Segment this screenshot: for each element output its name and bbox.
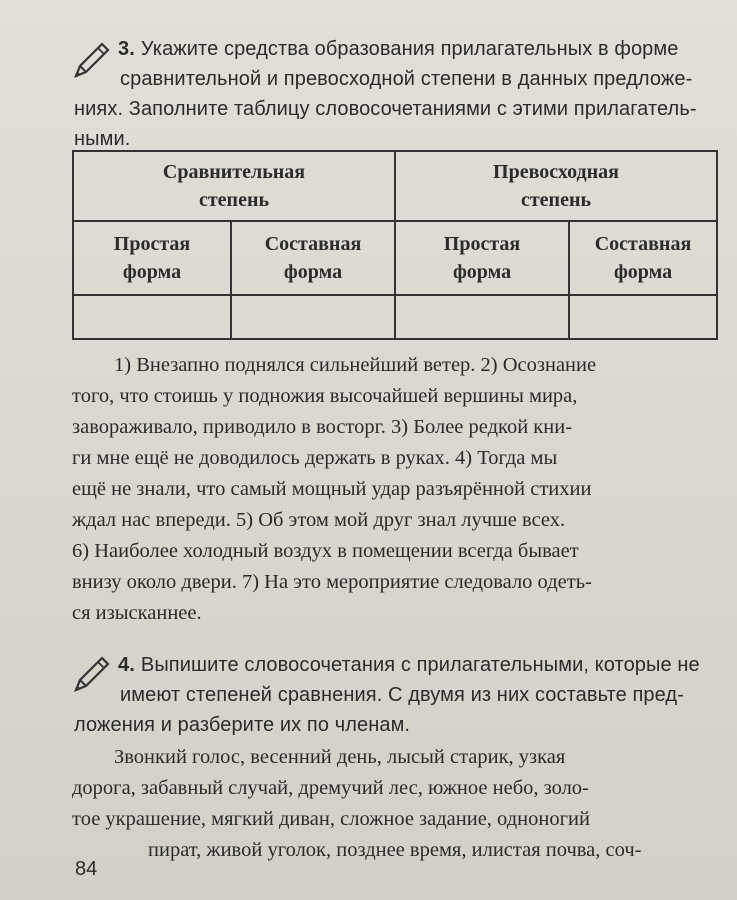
sentence-line: ся изысканнее.: [72, 602, 202, 624]
sentence-line: 1) Внезапно поднялся сильнейший ветер. 2) Осознание: [114, 354, 597, 376]
sentence-line: того, что стоишь у подножия высочайшей вершины мира,: [72, 385, 578, 407]
task-3-number: 3.: [118, 38, 135, 60]
task-3-line: сравнительной и превосходной степени в данных предложе-: [120, 68, 693, 90]
sentence-line: ждал нас впереди. 5) Об этом мой друг знал лучше всех.: [72, 509, 566, 531]
phrase-line: Звонкий голос, весенний день, лысый старик, узкая: [114, 746, 566, 768]
task-4-instructions: [118, 650, 700, 680]
task-3-line: ными.: [74, 128, 131, 150]
answer-cell[interactable]: [569, 295, 717, 339]
sentence-line: внизу около двери. 7) На это мероприятие следовало одеть-: [72, 571, 592, 593]
sentence-line: завораживало, приводило в восторг. 3) Более редкой кни-: [72, 416, 573, 438]
task-3-line: Укажите средства образования прилагательных в форме: [140, 38, 679, 60]
task-4-number: 4.: [118, 654, 135, 676]
comparative-simple-form-header: Простая форма: [73, 221, 231, 295]
sentence-line: ещё не знали, что самый мощный удар разъярённой стихии: [72, 478, 592, 500]
task-3-line: ниях. Заполните таблицу словосочетаниями с этими прилагатель-: [74, 98, 697, 120]
phrase-line: тое украшение, мягкий диван, сложное задание, одноногий: [72, 808, 590, 830]
comparative-compound-form-header: Составная форма: [231, 221, 395, 295]
superlative-degree-header: Превосходная степень: [395, 151, 717, 221]
superlative-compound-form-header: Составная форма: [569, 221, 717, 295]
phrase-line: пират, живой уголок, позднее время, илистая почва, соч-: [148, 839, 642, 861]
pencil-icon: [70, 652, 112, 694]
answer-cell[interactable]: [395, 295, 569, 339]
task-4-line: ложения и разберите их по членам.: [74, 714, 411, 736]
task-3-instructions: [118, 34, 678, 64]
phrase-line: дорога, забавный случай, дремучий лес, южное небо, золо-: [72, 777, 589, 799]
answer-cell[interactable]: [231, 295, 395, 339]
sentence-line: ги мне ещё не доводилось держать в руках. 4) Тогда мы: [72, 447, 558, 469]
answer-cell[interactable]: [73, 295, 231, 339]
task-3-sentences: [72, 350, 717, 629]
comparative-degree-header: Сравнительная степень: [73, 151, 395, 221]
task-4-line: Выпишите словосочетания с прилагательными, которые не: [140, 654, 700, 676]
task-4-line: имеют степеней сравнения. С двумя из них составьте пред-: [120, 684, 684, 706]
sentence-line: 6) Наиболее холодный воздух в помещении всегда бывает: [72, 540, 579, 562]
task-4-phrases: [72, 742, 717, 866]
pencil-icon: [70, 38, 112, 80]
page-number: 84: [75, 858, 98, 880]
answer-table: [72, 150, 718, 340]
superlative-simple-form-header: Простая форма: [395, 221, 569, 295]
